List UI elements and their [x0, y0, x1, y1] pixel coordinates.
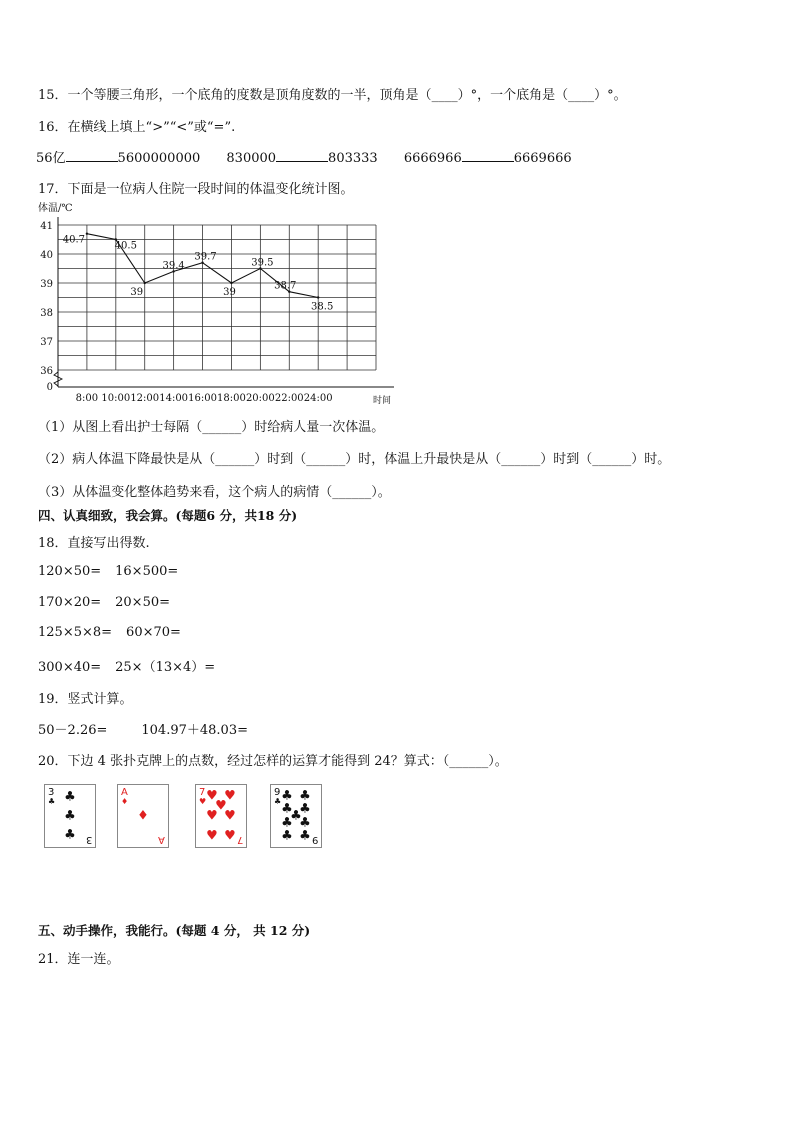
y-tick-label: 36 [40, 366, 53, 377]
q15-text-a: 一个等腰三角形，一个底角的度数是顶角度数的一半，顶角是（ [67, 88, 432, 103]
diamond-icon: ♦ [137, 808, 149, 824]
temperature-line-chart [36, 200, 416, 410]
question-18 [38, 532, 150, 551]
data-label: 40.5 [114, 240, 137, 252]
x-tick-label: 24:00 [303, 393, 333, 404]
y-tick-label: 0 [46, 382, 53, 393]
q16-item-2-left: 830000 [226, 151, 277, 166]
q18-row-3 [38, 625, 181, 640]
club-icon: ♣ [290, 808, 302, 824]
club-icon: ♣ [299, 801, 311, 817]
club-icon: ♣ [281, 815, 293, 831]
q20-text: 下边 4 张扑克牌上的点数，经过怎样的运算才能得到 24？算式：（______）。 [67, 754, 508, 769]
diamond-icon: ♦ [121, 797, 129, 806]
x-tick-label: 20:00 [245, 393, 275, 404]
data-label: 40.7 [62, 234, 86, 246]
q16-number: 16． [38, 120, 68, 135]
data-label: 39.4 [162, 260, 185, 272]
heart-icon: ♥ [206, 788, 218, 804]
card-rank: 7 [236, 834, 243, 845]
q18-expr: 60×70= [126, 625, 181, 640]
club-icon: ♣ [274, 797, 282, 806]
data-point [230, 282, 232, 284]
q15-blank-1: ____ [431, 88, 458, 103]
q17-sub-2: （2）病人体温下降最快是从（______）时到（______）时，体温上升最快是从（______）时到（______）时。 [38, 452, 671, 467]
card-rank: 7 [199, 787, 206, 798]
heart-icon: ♥ [215, 798, 227, 814]
q19-expr-1: 50－2.26= [38, 723, 108, 738]
x-tick-label: 14:00 [159, 393, 189, 404]
data-label: 39.5 [251, 257, 274, 269]
q16-text: 在横线上填上“>”“<”或“=”. [67, 120, 236, 135]
q18-expr: 125×5×8= [38, 625, 113, 640]
q16-blank-3[interactable] [462, 149, 514, 162]
y-tick-label: 37 [40, 337, 53, 348]
data-label: 38.7 [274, 280, 297, 292]
q16-item-3-left: 6666966 [403, 151, 462, 166]
heart-icon: ♥ [224, 828, 236, 844]
q18-row-1 [38, 564, 178, 579]
x-tick-label: 16:00 [188, 393, 217, 404]
data-label: 39 [130, 287, 144, 298]
q16-item-3-right: 6669666 [513, 151, 572, 166]
y-axis-title: 体温/℃ [38, 203, 73, 214]
y-tick-label: 41 [40, 221, 53, 232]
x-tick-label: 22:00 [274, 393, 304, 404]
data-label: 39 [223, 287, 236, 298]
card-rank: 3 [48, 787, 55, 798]
q20-number: 20． [38, 754, 68, 769]
club-icon: ♣ [281, 801, 293, 817]
q17-text: 下面是一位病人住院一段时间的体温变化统计图。 [67, 182, 354, 197]
q18-text: 直接写出得数. [67, 536, 150, 551]
q18-expr: 25×（13×4）= [115, 660, 216, 675]
q15-text-c: ）°。 [594, 88, 627, 103]
q18-row-2 [38, 595, 170, 610]
q15-text-b: ）°，一个底角是（ [457, 88, 569, 103]
card-rank: 9 [274, 787, 281, 798]
q16-compare-row [36, 147, 572, 166]
q16-item-1-left: 56亿 [36, 151, 66, 166]
section-4-title: 四、认真细致，我会算。(每题6 分，共18 分) [38, 508, 298, 523]
q18-row-4 [38, 656, 215, 675]
card-rank: 3 [85, 834, 92, 845]
question-21 [38, 948, 120, 967]
question-17 [38, 178, 354, 197]
club-icon: ♣ [64, 808, 76, 824]
q17-number: 17． [38, 182, 68, 197]
q18-expr: 20×50= [115, 595, 171, 610]
question-15 [38, 84, 627, 103]
q17-sub-3: （3）从体温变化整体趋势来看，这个病人的病情（______）。 [38, 485, 391, 500]
section-5-title: 五、动手操作，我能行。(每题 4 分， 共 12 分) [38, 923, 311, 938]
data-point [144, 282, 146, 284]
question-20 [38, 750, 508, 769]
heart-icon: ♥ [224, 788, 236, 804]
heart-icon: ♥ [224, 808, 236, 824]
q15-number: 15． [38, 88, 68, 103]
q18-expr: 300×40= [38, 660, 102, 675]
club-icon: ♣ [64, 827, 76, 843]
q17-sub-1: （1）从图上看出护士每隔（______）时给病人量一次体温。 [38, 420, 385, 435]
club-icon: ♣ [48, 797, 56, 806]
heart-icon: ♥ [206, 828, 218, 844]
playing-card-3-clubs [44, 784, 96, 848]
q16-blank-1[interactable] [66, 149, 118, 162]
club-icon: ♣ [281, 828, 293, 844]
q18-expr: 120×50= [38, 564, 102, 579]
heart-icon: ♥ [199, 797, 207, 806]
x-tick-label: 12:00 [130, 393, 160, 404]
q19-text: 竖式计算。 [67, 692, 133, 707]
x-tick-label: 10:00 [101, 393, 131, 404]
heart-icon: ♥ [206, 808, 218, 824]
question-16 [38, 116, 235, 135]
q18-number: 18． [38, 536, 68, 551]
q19-expr-2: 104.97＋48.03= [141, 723, 248, 738]
playing-card-ace-diamonds [117, 784, 169, 848]
q19-items [38, 719, 248, 738]
club-icon: ♣ [64, 789, 76, 805]
x-tick-label: 8:00 [75, 393, 99, 404]
x-axis-title: 时间 [372, 396, 392, 406]
q16-item-2-right: 803333 [328, 151, 378, 166]
q15-blank-2: ____ [568, 88, 595, 103]
data-label: 38.5 [311, 301, 334, 313]
playing-card-9-clubs [270, 784, 322, 848]
q19-number: 19． [38, 692, 68, 707]
club-icon: ♣ [299, 828, 311, 844]
club-icon: ♣ [299, 788, 311, 804]
y-tick-label: 38 [40, 308, 53, 319]
card-rank: A [121, 787, 128, 798]
card-rank: A [158, 834, 165, 845]
card-rank: 9 [311, 834, 318, 845]
question-19 [38, 688, 133, 707]
x-tick-label: 18:00 [217, 393, 246, 404]
y-tick-label: 40 [40, 250, 53, 261]
playing-card-7-hearts [195, 784, 247, 848]
y-tick-label: 39 [40, 279, 53, 290]
q18-expr: 16×500= [115, 564, 179, 579]
club-icon: ♣ [299, 815, 311, 831]
q16-item-1-right: 5600000000 [117, 151, 201, 166]
q21-number: 21． [38, 952, 68, 967]
q21-text: 连一连。 [67, 952, 120, 967]
data-label: 39.7 [194, 251, 217, 263]
data-point [86, 233, 88, 235]
data-point [317, 296, 319, 298]
q16-blank-2[interactable] [276, 149, 328, 162]
q18-expr: 170×20= [38, 595, 102, 610]
club-icon: ♣ [281, 788, 293, 804]
